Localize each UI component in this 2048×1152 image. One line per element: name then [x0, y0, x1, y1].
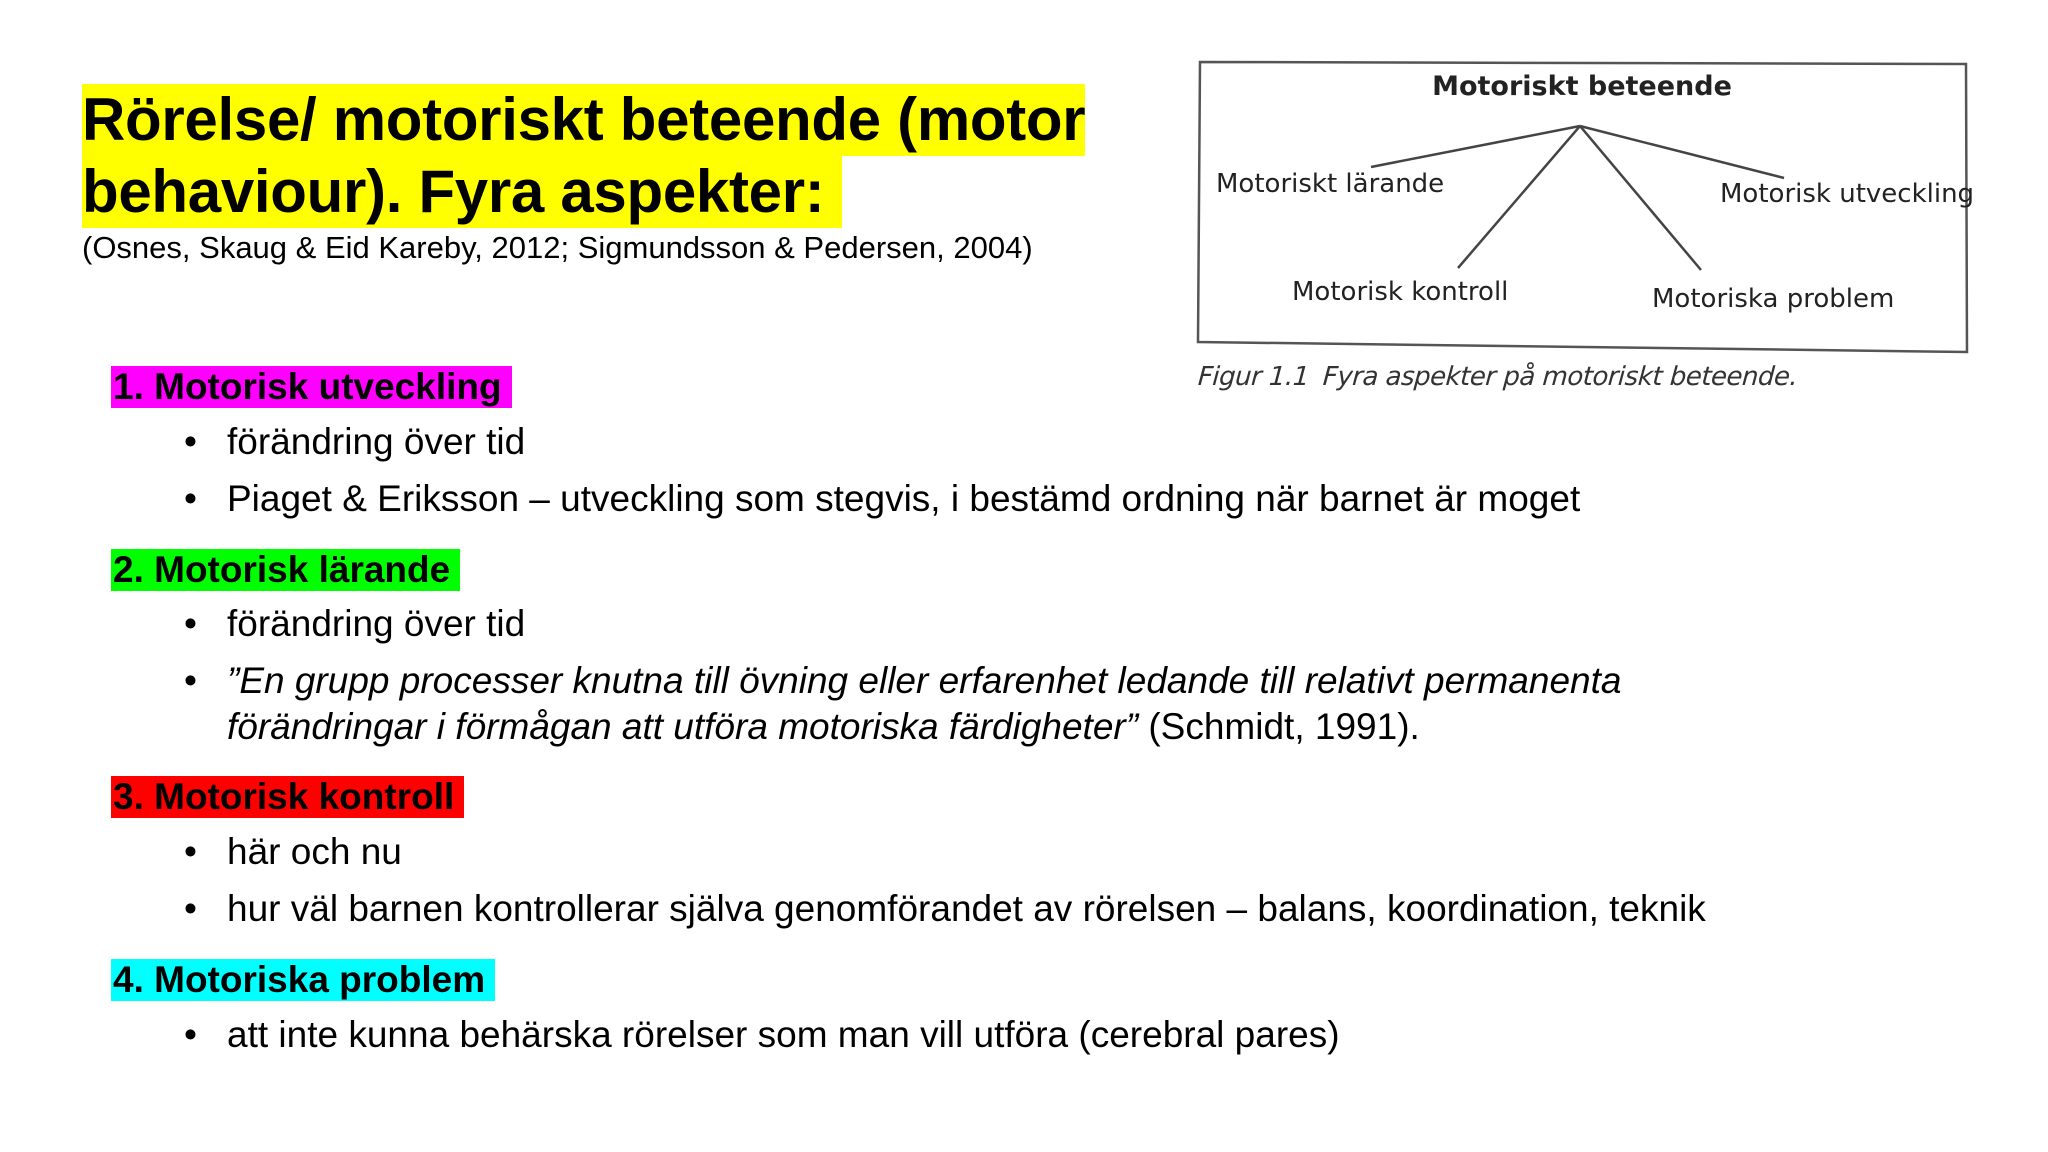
bullet-dot: •: [184, 888, 197, 929]
diagram-node-motorisk-kontroll: Motorisk kontroll: [1292, 277, 1509, 307]
diagram-svg: [1196, 60, 1976, 360]
slide-title: [82, 84, 1142, 228]
bullet-text: förändring över tid: [227, 421, 526, 462]
bullet-dot: •: [184, 660, 197, 701]
bullet-dot: •: [184, 831, 197, 872]
bullet-dot: •: [184, 478, 197, 519]
quote-line-1: ”En grupp processer knutna till övning eller erfarenhet ledande till relativt permanenta: [227, 660, 1622, 701]
diagram-caption-number: Figur 1.1: [1196, 362, 1311, 392]
quote-citation: (Schmidt, 1991).: [1138, 706, 1420, 747]
bullet-dot: •: [184, 421, 197, 462]
bullet-dot: •: [184, 603, 197, 644]
bullet-text: att inte kunna behärska rörelser som man vill utföra (cerebral pares): [227, 1014, 1340, 1055]
section-1-heading: 1. Motorisk utveckling: [111, 366, 512, 408]
bullet-text: Piaget & Eriksson – utveckling som stegvis, i bestämd ordning när barnet är moget: [227, 478, 1581, 519]
title-line-2: behaviour). Fyra aspekter:: [82, 156, 842, 228]
diagram-node-motorisk-utveckling: Motorisk utveckling: [1720, 179, 1975, 209]
diagram-node-motoriska-problem: Motoriska problem: [1652, 284, 1895, 314]
diagram-caption: [1197, 362, 1798, 392]
slide-subtitle-citation: (Osnes, Skaug & Eid Kareby, 2012; Sigmundsson & Pedersen, 2004): [82, 230, 1033, 265]
bullet-text: hur väl barnen kontrollerar själva genomförandet av rörelsen – balans, koordination, teknik: [227, 888, 1706, 929]
section-3-heading: 3. Motorisk kontroll: [111, 776, 464, 818]
motor-behaviour-diagram: [1196, 60, 1976, 360]
quote-line-2: förändringar i förmågan att utföra motoriska färdigheter”: [227, 706, 1139, 747]
title-line-1: Rörelse/ motoriskt beteende (motor: [82, 84, 1085, 156]
bullet-text: här och nu: [227, 831, 402, 872]
diagram-root-label: Motoriskt beteende: [1432, 71, 1732, 102]
diagram-caption-text: Fyra aspekter på motoriskt beteende.: [1321, 362, 1799, 392]
bullet-text: förändring över tid: [227, 603, 526, 644]
section-4-heading: 4. Motoriska problem: [111, 959, 495, 1001]
section-2-heading: 2. Motorisk lärande: [111, 549, 460, 591]
diagram-node-motoriskt-larande: Motoriskt lärande: [1216, 169, 1445, 199]
bullet-dot: •: [184, 1014, 197, 1055]
